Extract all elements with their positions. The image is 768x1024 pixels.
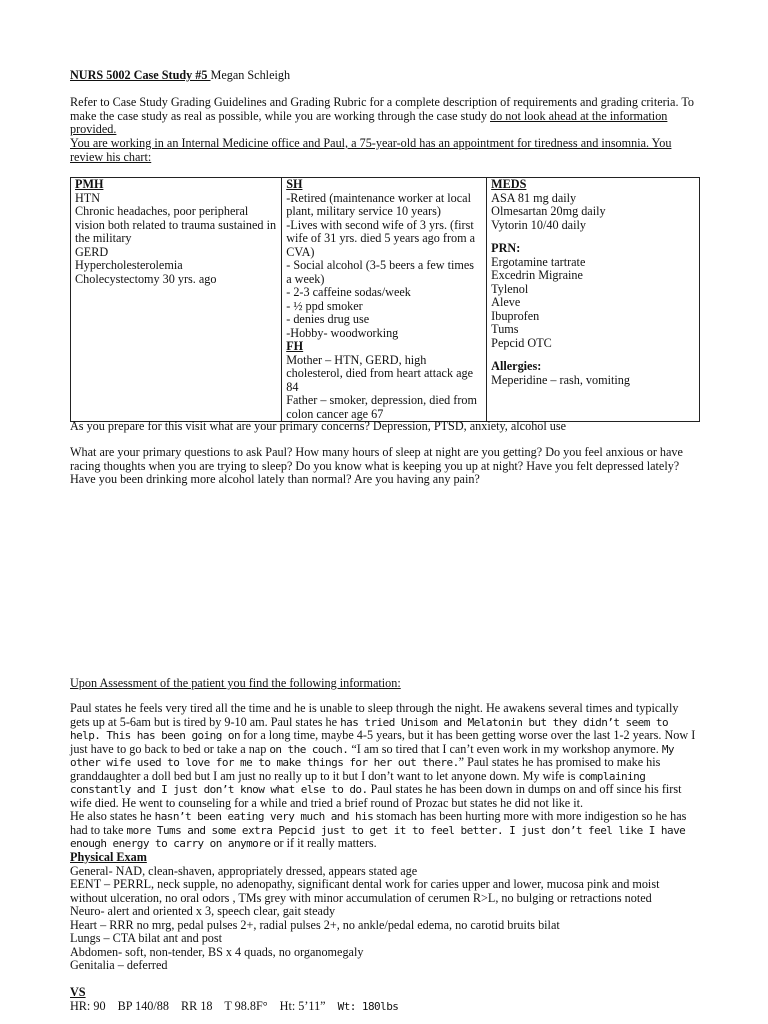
list-line: Chronic headaches, poor peripheral vision both related to trauma sustained in the military <box>75 204 277 245</box>
list-line: - 2-3 caffeine sodas/week <box>286 285 411 299</box>
list-line: General- NAD, clean-shaven, appropriately dressed, appears stated age <box>70 863 418 878</box>
vital-height: Ht: 5’11” <box>279 998 326 1013</box>
author-name: Megan Schleigh <box>210 68 291 82</box>
list-line: Ergotamine tartrate <box>491 254 586 269</box>
list-line: Heart – RRR no mrg, pedal pulses 2+, radial pulses 2+, no ankle/pedal edema, no carotid bruits bilat <box>70 917 560 932</box>
prn-heading: PRN: <box>491 241 521 255</box>
vitals-section <box>70 986 698 1013</box>
list-line: Genitalia – deferred <box>70 958 168 972</box>
list-line: Mother – HTN, GERD, high cholesterol, died from heart attack age 84 <box>286 352 474 394</box>
assessment-paragraph-2 <box>70 810 698 851</box>
list-line: Lungs – CTA bilat ant and post <box>70 931 223 945</box>
allergies-heading: Allergies: <box>491 359 542 373</box>
assessment-narrative <box>70 702 698 851</box>
list-line: -Lives with second wife of 3 yrs. (first wife of 31 yrs. died 5 years ago from a CVA) <box>286 217 476 259</box>
primary-concerns: As you prepare for this visit what are your primary concerns? Depression, PTSD, anxiety, alcohol use <box>70 419 567 433</box>
pmh-cell <box>71 178 282 422</box>
course-title: NURS 5002 Case Study #5 <box>70 68 211 82</box>
handwritten-run: on the couch. <box>269 742 349 756</box>
text-run: ” Paul states he has promised to make his granddaughter a doll bed but I am just no really up to it but I don’t want to let anyone down. My wife is <box>70 755 661 783</box>
list-line: Tums <box>491 322 519 336</box>
vitals-heading: VS <box>70 985 86 999</box>
sh-cell <box>282 178 487 422</box>
prn-list <box>491 256 695 351</box>
list-line: Olmesartan 20mg daily <box>491 204 606 218</box>
vital-bp: BP 140/88 <box>117 998 169 1013</box>
intro-warning: do not look ahead at the information provided. <box>70 108 668 136</box>
list-line: Neuro- alert and oriented x 3, speech clear, gait steady <box>70 904 336 918</box>
list-line: - denies drug use <box>286 312 370 326</box>
vital-rr: RR 18 <box>181 998 213 1013</box>
handwritten-run: more Tums and some extra Pepcid just to get it to feel better. I just don’t feel like I have enough energy to carry on anymore <box>70 823 686 850</box>
list-line: Excedrin Migraine <box>491 268 583 282</box>
primary-questions: What are your primary questions to ask Paul? How many hours of sleep at night are you getting? Do you feel anxious or have racing thoughts when you are trying to sleep? Do you know what is keeping you up at night? Have you felt depressed lately? Have you been drinking more alcohol lately than normal? Are you having any pain? <box>70 445 683 486</box>
sh-heading: SH <box>286 177 303 191</box>
meds-cell <box>487 178 700 422</box>
patient-chart-table <box>70 177 700 422</box>
list-line: -Hobby- woodworking <box>286 325 399 340</box>
list-line: Hypercholesterolemia <box>75 258 183 272</box>
text-run: Paul states he has been down in dumps on and off since his first wife died. He went to counseling for a while and tried a brief round of Prozac but states he did not like it. <box>70 782 682 810</box>
list-line: -Retired (maintenance worker at local plant, military service 10 years) <box>286 190 471 218</box>
list-line: EENT – PERRL, neck supple, no adenopathy, significant dental work for caries upper and lower, mucosa pink and moist without ulceration, no oral odors , TMs grey with minor accumulation of cerumen R>L, no bulging or retractions noted <box>70 877 660 905</box>
handwritten-run: My other wife used to love for me to make things for her out there. <box>70 742 674 769</box>
fh-list <box>286 354 482 422</box>
list-line: Aleve <box>491 295 521 309</box>
handwritten-run: hasn’t been eating very much and his <box>154 810 374 823</box>
meds-heading: MEDS <box>491 177 527 191</box>
sh-list <box>286 192 482 341</box>
vital-hr: HR: 90 <box>70 998 106 1013</box>
text-run: “I am so tired that I can’t even work in my workshop anymore. <box>348 741 662 756</box>
list-line: Cholecystectomy 30 yrs. ago <box>75 271 217 286</box>
list-line: GERD <box>75 244 109 259</box>
list-line: ASA 81 mg daily <box>491 190 577 205</box>
list-line: Tylenol <box>491 281 529 296</box>
list-line: Vytorin 10/40 daily <box>491 217 586 232</box>
handwritten-run: complaining constantly and I just don’t know what else to do. <box>70 769 646 796</box>
list-line: Abdomen- soft, non-tender, BS x 4 quads, no organomegaly <box>70 944 364 959</box>
text-run: stomach has been hurting more with more indigestion so he has had to take <box>70 809 687 837</box>
list-line: Meperidine – rash, vomiting <box>491 372 630 387</box>
text-run: for a long time, maybe 4-5 years, but it has been getting worse over the last 1-2 years. Now I just have to go back to bed or take a nap <box>70 728 696 756</box>
assessment-heading: Upon Assessment of the patient you find the following information: <box>70 676 401 690</box>
list-line: Pepcid OTC <box>491 335 552 350</box>
physical-exam-heading: Physical Exam <box>70 850 147 864</box>
handwritten-run: has tried Unisom and Melatonin but they didn’t seem to help. This has been going on <box>70 715 669 742</box>
vitals-row <box>70 1000 698 1014</box>
list-line: HTN <box>75 190 101 205</box>
meds-list <box>491 192 695 233</box>
fh-heading: FH <box>286 339 304 353</box>
intro-text: Refer to Case Study Grading Guidelines and Grading Rubric for a complete description of requirements and grading criteria. To make the case study as real as possible, while you are working through the case study <box>70 95 695 123</box>
list-line: Father – smoker, depression, died from colon cancer age 67 <box>286 393 477 421</box>
text-run: He also states he <box>70 809 155 823</box>
allergies-list <box>491 374 695 388</box>
physical-exam-list <box>70 865 698 973</box>
list-line: - Social alcohol (3-5 beers a few times a week) <box>286 258 475 286</box>
intro-paragraph <box>70 96 698 137</box>
pmh-list <box>75 192 277 287</box>
text-run: or if it really matters. <box>270 836 377 850</box>
assessment-paragraph-1 <box>70 702 698 810</box>
document-title <box>70 69 290 83</box>
vital-temp: T 98.8F° <box>224 998 268 1013</box>
list-line: Ibuprofen <box>491 308 540 323</box>
list-line: - ½ ppd smoker <box>286 298 363 313</box>
text-run: Paul states he feels very tired all the time and he is unable to sleep through the night. He awakens several times and typically gets up at 5-6am but is tired by 9-10 am. Paul states he <box>70 701 679 729</box>
pmh-heading: PMH <box>75 177 104 191</box>
physical-exam-section <box>70 851 698 973</box>
vital-weight: Wt: 180lbs <box>337 999 399 1013</box>
chart-intro: You are working in an Internal Medicine office and Paul, a 75-year-old has an appointment for tiredness and insomnia. You review his chart: <box>70 136 672 164</box>
